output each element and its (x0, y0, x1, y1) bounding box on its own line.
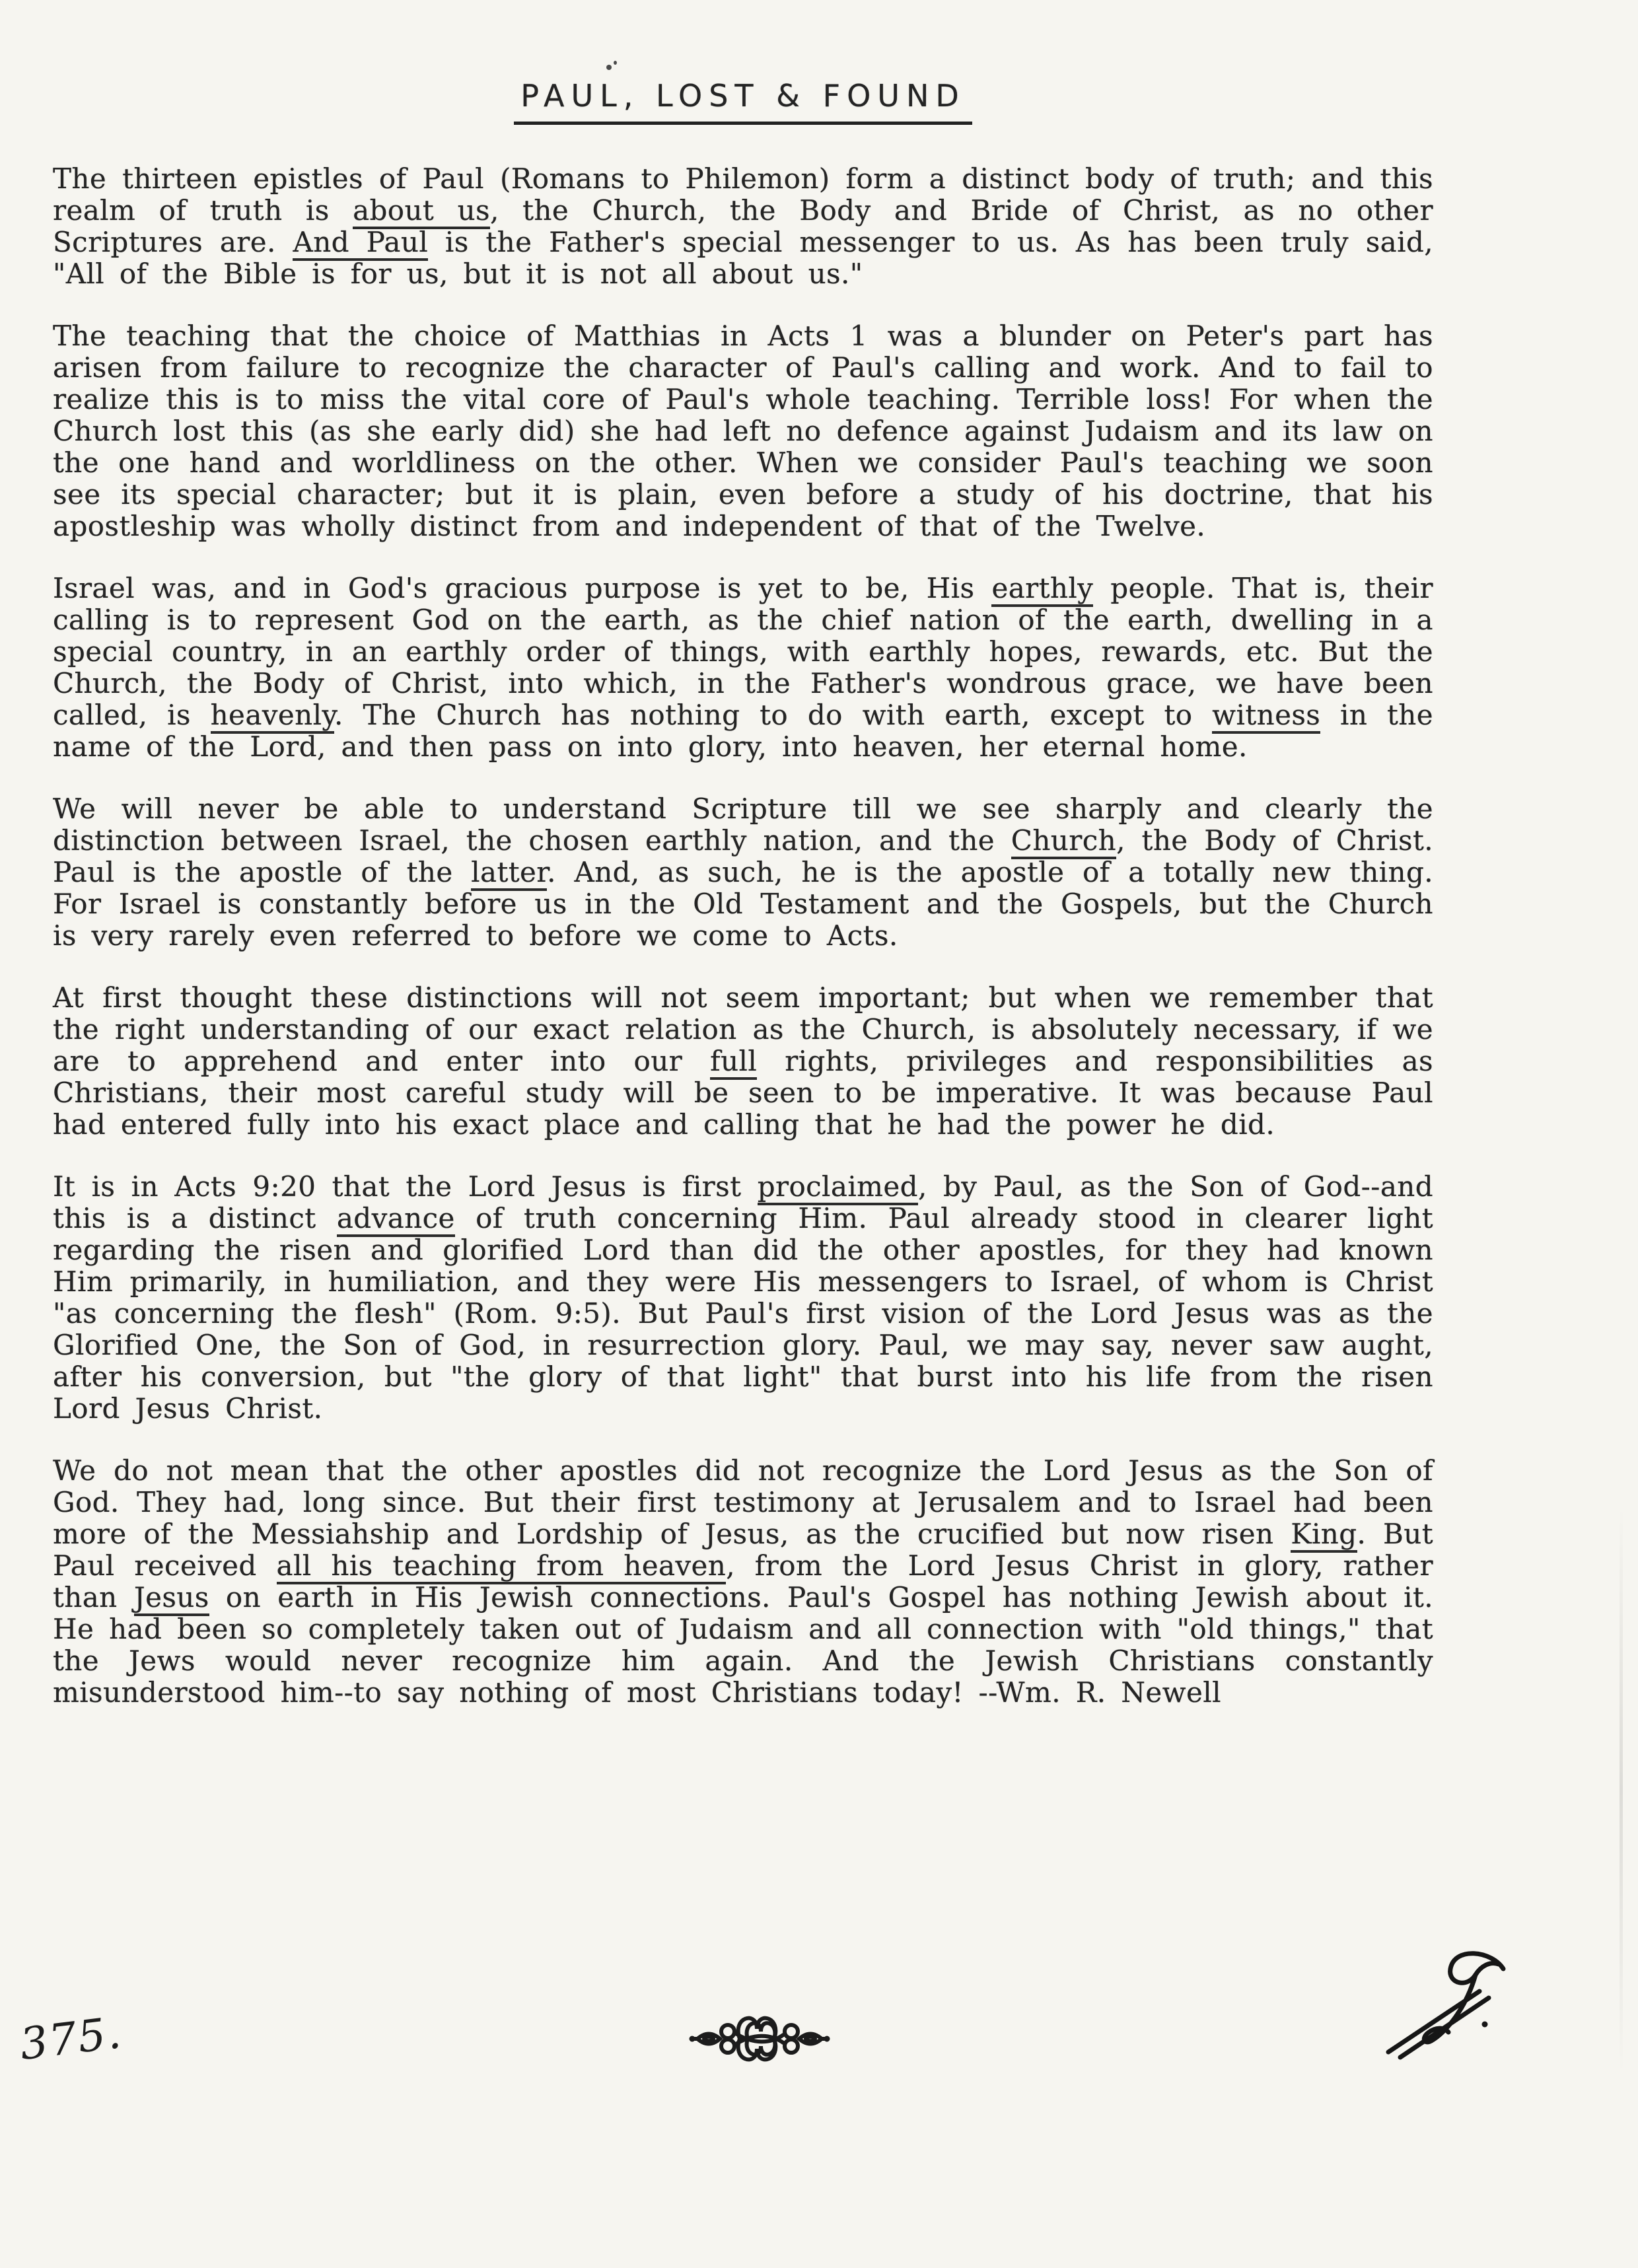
page-title: PAUL, LOST & FOUND (514, 78, 972, 125)
text-run: is the Father's special messenger to us. As has been truly said, "All of the Bible is for us, but it is not all about us." (53, 226, 1433, 290)
signature-flourish-icon (1380, 1945, 1532, 2076)
paragraph (53, 573, 1433, 763)
text-run: on earth in His Jewish connections. Paul's Gospel has nothing Jewish about it. He had been so completely taken out of Judaism and all connection with "old things," that the Jews would never recognize him again. And the Jewish Christians constantly misunderstood him--to say nothing of most Christians today! (53, 1581, 1433, 1709)
underlined-emphasis: proclaimed (758, 1170, 918, 1205)
attribution: --Wm. R. Newell (978, 1676, 1221, 1709)
paragraph (53, 1455, 1433, 1709)
underlined-emphasis: advance (337, 1202, 455, 1237)
text-run: rights, privileges and responsibilities as Christians, their most careful study will be seen to be imperative. It was because Paul had entered fully into his exact place and calling that he had the power he did. (53, 1045, 1433, 1141)
title-row (53, 78, 1433, 125)
text-run: . But Paul received (53, 1518, 1433, 1582)
paragraph (53, 1171, 1433, 1425)
text-run: . And, as such, he is the apostle of a totally new thing. For Israel is constantly before us in the Old Testament and the Gospels, but the Church is very rarely even referred to before we come to Acts. (53, 856, 1433, 952)
scan-edge-shadow (1620, 1506, 1623, 2074)
underlined-emphasis: about us (353, 194, 490, 229)
text-run: , by Paul, as the Son of God--and this is a distinct (53, 1170, 1434, 1234)
text-run: We will never be able to understand Scripture till we see sharply and clearly the distinction between Israel, the chosen earthly nation, and the (53, 793, 1433, 857)
paragraph (53, 982, 1433, 1141)
text-run: , the Body of Christ. Paul is the apostle of the (53, 824, 1433, 888)
text-run: It is in Acts 9:20 that the Lord Jesus is first (53, 1170, 758, 1203)
text-run: people. That is, their calling is to represent God on the earth, as the chief nation of the earth, dwelling in a special country, in an earthly order of things, with earthly hopes, rewards, etc. But the Church, the Body of Christ, into which, in the Father's wondrous grace, we have been called, is (53, 572, 1433, 731)
underlined-emphasis: full (710, 1045, 757, 1080)
underlined-emphasis: all his teaching from heaven (277, 1549, 727, 1584)
text-run: The teaching that the choice of Matthias in Acts 1 was a blunder on Peter's part has arisen from failure to recognize the character of Paul's calling and work. And to fail to realize this is to miss the vital core of Paul's whole teaching. Terrible loss! For when the Church lost this (as she early did) she had left no defence against Judaism and its law on the one hand and worldliness on the other. When we consider Paul's teaching we soon see its special character; but it is plain, even before a study of his doctrine, that his apostleship was wholly distinct from and independent of that of the Twelve. (53, 320, 1433, 542)
underlined-emphasis: Jesus (134, 1581, 209, 1616)
paragraph (53, 320, 1433, 542)
text-run: At first thought these distinctions will not seem important; but when we remember that the right understanding of our exact relation as the Church, is absolutely necessary, if we are to apprehend and enter into our (53, 981, 1433, 1077)
paragraph (53, 163, 1433, 290)
underlined-emphasis: heavenly (211, 699, 334, 734)
text-run: The thirteen epistles of Paul (Romans to Philemon) form a distinct body of truth; and this realm of truth is (53, 162, 1433, 227)
flourish-divider-icon (687, 2002, 832, 2078)
underlined-emphasis: And Paul (293, 226, 428, 261)
underlined-emphasis: witness (1212, 699, 1320, 734)
underlined-emphasis: earthly (991, 572, 1093, 607)
underlined-emphasis: Church (1011, 824, 1116, 859)
underlined-emphasis: latter (471, 856, 547, 891)
page-content (53, 78, 1433, 1709)
ink-speck-icon (605, 61, 620, 70)
paragraph (53, 793, 1433, 952)
text-run: of truth concerning Him. Paul already stood in clearer light regarding the risen and glorified Lord than did the other apostles, for they had known Him primarily, in humiliation, and they were His messengers to Israel, of whom is Christ "as concerning the flesh" (Rom. 9:5). But Paul's first vision of the Lord Jesus was as the Glorified One, the Son of God, in resurrection glory. Paul, we may say, never saw aught, after his conversion, but "the glory of that light" that burst into his life from the risen Lord Jesus Christ. (53, 1202, 1433, 1425)
article-body (53, 163, 1433, 1709)
page-number: 375. (17, 2006, 125, 2071)
text-run: , from the Lord Jesus Christ in glory, rather than (53, 1549, 1433, 1613)
underlined-emphasis: King (1291, 1518, 1357, 1553)
text-run: Israel was, and in God's gracious purpose is yet to be, His (53, 572, 992, 604)
text-run: We do not mean that the other apostles did not recognize the Lord Jesus as the Son of God. They had, long since. But their first testimony at Jerusalem and to Israel had been more of the Messiahship and Lordship of Jesus, as the crucified but now risen (53, 1454, 1433, 1550)
text-run: in the name of the Lord, and then pass on into glory, into heaven, her eternal home. (53, 699, 1434, 763)
text-run: , the Church, the Body and Bride of Christ, as no other Scriptures are. (53, 194, 1434, 258)
text-run: . The Church has nothing to do with earth, except to (334, 699, 1213, 731)
